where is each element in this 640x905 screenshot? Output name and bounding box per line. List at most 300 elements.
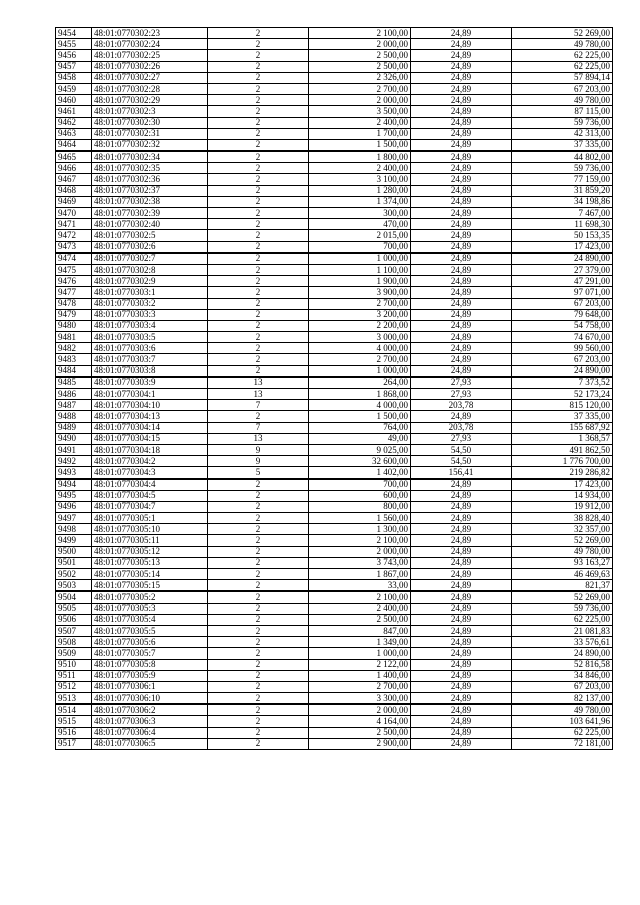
area-cell: 3 200,00 <box>309 309 411 320</box>
area-cell: 1 402,00 <box>309 467 411 479</box>
cadastral-number-cell: 48:01:0770305:7 <box>92 648 208 659</box>
cadastral-number-cell: 48:01:0770302:29 <box>92 95 208 106</box>
unit-value-cell: 27,93 <box>411 433 512 444</box>
category-code-cell: 2 <box>208 230 309 241</box>
table-row <box>56 389 613 400</box>
unit-value-cell: 24,89 <box>411 637 512 648</box>
row-number-cell: 9465 <box>56 151 92 163</box>
area-cell: 2 700,00 <box>309 354 411 365</box>
row-number-cell: 9506 <box>56 614 92 625</box>
category-code-cell: 2 <box>208 106 309 117</box>
unit-value-cell: 24,89 <box>411 61 512 72</box>
table-row <box>56 659 613 670</box>
row-number-cell: 9487 <box>56 400 92 411</box>
cadastral-number-cell: 48:01:0770302:40 <box>92 219 208 230</box>
cadastral-value-cell: 62 225,00 <box>512 61 613 72</box>
cadastral-value-cell: 38 828,40 <box>512 513 613 524</box>
table-row <box>56 241 613 253</box>
table-body <box>56 28 613 750</box>
row-number-cell: 9489 <box>56 422 92 433</box>
cadastral-value-cell: 59 736,00 <box>512 163 613 174</box>
row-number-cell: 9458 <box>56 72 92 83</box>
unit-value-cell: 24,89 <box>411 681 512 692</box>
category-code-cell: 2 <box>208 196 309 207</box>
table-row <box>56 670 613 681</box>
row-number-cell: 9494 <box>56 479 92 491</box>
area-cell: 1 868,00 <box>309 389 411 400</box>
area-cell: 2 700,00 <box>309 298 411 309</box>
category-code-cell: 2 <box>208 557 309 568</box>
cadastral-number-cell: 48:01:0770304:4 <box>92 479 208 491</box>
row-number-cell: 9484 <box>56 365 92 377</box>
table-row <box>56 580 613 592</box>
cadastral-number-cell: 48:01:0770304:18 <box>92 444 208 455</box>
category-code-cell: 2 <box>208 490 309 501</box>
category-code-cell: 2 <box>208 546 309 557</box>
cadastral-number-cell: 48:01:0770304:1 <box>92 389 208 400</box>
cadastral-value-cell: 37 335,00 <box>512 411 613 422</box>
area-cell: 2 500,00 <box>309 614 411 625</box>
table-row <box>56 716 613 727</box>
row-number-cell: 9460 <box>56 95 92 106</box>
row-number-cell: 9491 <box>56 444 92 455</box>
unit-value-cell: 24,89 <box>411 72 512 83</box>
row-number-cell: 9517 <box>56 738 92 749</box>
table-row <box>56 377 613 389</box>
area-cell: 1 000,00 <box>309 365 411 377</box>
category-code-cell: 7 <box>208 422 309 433</box>
cadastral-number-cell: 48:01:0770302:32 <box>92 139 208 151</box>
cadastral-value-cell: 67 203,00 <box>512 681 613 692</box>
cadastral-value-cell: 59 736,00 <box>512 603 613 614</box>
cadastral-number-cell: 48:01:0770302:38 <box>92 196 208 207</box>
area-cell: 1 900,00 <box>309 276 411 287</box>
area-cell: 1 867,00 <box>309 569 411 580</box>
table-row <box>56 738 613 749</box>
unit-value-cell: 24,89 <box>411 343 512 354</box>
table-row <box>56 365 613 377</box>
unit-value-cell: 203,78 <box>411 422 512 433</box>
cadastral-number-cell: 48:01:0770302:8 <box>92 264 208 275</box>
area-cell: 2 400,00 <box>309 163 411 174</box>
area-cell: 2 700,00 <box>309 83 411 94</box>
area-cell: 3 900,00 <box>309 287 411 298</box>
table-row <box>56 196 613 207</box>
category-code-cell: 2 <box>208 128 309 139</box>
cadastral-value-cell: 62 225,00 <box>512 50 613 61</box>
unit-value-cell: 24,89 <box>411 151 512 163</box>
table-row <box>56 106 613 117</box>
cadastral-value-cell: 52 173,24 <box>512 389 613 400</box>
unit-value-cell: 24,89 <box>411 117 512 128</box>
area-cell: 2 400,00 <box>309 603 411 614</box>
cadastral-number-cell: 48:01:0770302:31 <box>92 128 208 139</box>
cadastral-value-cell: 11 698,30 <box>512 219 613 230</box>
cadastral-value-cell: 49 780,00 <box>512 95 613 106</box>
row-number-cell: 9503 <box>56 580 92 592</box>
category-code-cell: 2 <box>208 365 309 377</box>
category-code-cell: 2 <box>208 727 309 738</box>
category-code-cell: 2 <box>208 411 309 422</box>
area-cell: 4 000,00 <box>309 343 411 354</box>
unit-value-cell: 24,89 <box>411 185 512 196</box>
area-cell: 3 100,00 <box>309 174 411 185</box>
category-code-cell: 13 <box>208 389 309 400</box>
area-cell: 1 000,00 <box>309 648 411 659</box>
row-number-cell: 9462 <box>56 117 92 128</box>
row-number-cell: 9468 <box>56 185 92 196</box>
cadastral-number-cell: 48:01:0770302:34 <box>92 151 208 163</box>
area-cell: 2 500,00 <box>309 61 411 72</box>
table-row <box>56 637 613 648</box>
cadastral-value-cell: 815 120,00 <box>512 400 613 411</box>
row-number-cell: 9514 <box>56 704 92 716</box>
table-row <box>56 444 613 455</box>
row-number-cell: 9497 <box>56 513 92 524</box>
category-code-cell: 2 <box>208 287 309 298</box>
row-number-cell: 9504 <box>56 591 92 603</box>
cadastral-number-cell: 48:01:0770302:24 <box>92 39 208 50</box>
row-number-cell: 9480 <box>56 320 92 331</box>
row-number-cell: 9478 <box>56 298 92 309</box>
cadastral-value-cell: 97 071,00 <box>512 287 613 298</box>
unit-value-cell: 24,89 <box>411 614 512 625</box>
row-number-cell: 9481 <box>56 332 92 343</box>
unit-value-cell: 24,89 <box>411 174 512 185</box>
table-row <box>56 185 613 196</box>
table-row <box>56 625 613 636</box>
area-cell: 2 015,00 <box>309 230 411 241</box>
cadastral-value-cell: 52 816,58 <box>512 659 613 670</box>
cadastral-value-cell: 34 846,00 <box>512 670 613 681</box>
unit-value-cell: 156,41 <box>411 467 512 479</box>
area-cell: 33,00 <box>309 580 411 592</box>
table-row <box>56 151 613 163</box>
area-cell: 2 000,00 <box>309 95 411 106</box>
unit-value-cell: 24,89 <box>411 219 512 230</box>
cadastral-value-cell: 1 776 700,00 <box>512 456 613 467</box>
cadastral-value-cell: 33 576,61 <box>512 637 613 648</box>
row-number-cell: 9454 <box>56 28 92 39</box>
category-code-cell: 2 <box>208 298 309 309</box>
cadastral-value-cell: 49 780,00 <box>512 704 613 716</box>
table-row <box>56 603 613 614</box>
unit-value-cell: 24,89 <box>411 208 512 219</box>
unit-value-cell: 24,89 <box>411 625 512 636</box>
unit-value-cell: 24,89 <box>411 196 512 207</box>
cadastral-value-cell: 62 225,00 <box>512 727 613 738</box>
cadastral-value-cell: 24 890,00 <box>512 253 613 265</box>
row-number-cell: 9479 <box>56 309 92 320</box>
area-cell: 2 500,00 <box>309 50 411 61</box>
row-number-cell: 9512 <box>56 681 92 692</box>
cadastral-number-cell: 48:01:0770306:2 <box>92 704 208 716</box>
cadastral-value-cell: 93 163,27 <box>512 557 613 568</box>
category-code-cell: 2 <box>208 659 309 670</box>
table-row <box>56 139 613 151</box>
area-cell: 700,00 <box>309 241 411 253</box>
cadastral-value-cell: 87 115,00 <box>512 106 613 117</box>
row-number-cell: 9470 <box>56 208 92 219</box>
cadastral-number-cell: 48:01:0770302:7 <box>92 253 208 265</box>
cadastral-number-cell: 48:01:0770302:23 <box>92 28 208 39</box>
unit-value-cell: 24,89 <box>411 716 512 727</box>
row-number-cell: 9516 <box>56 727 92 738</box>
cadastral-value-cell: 59 736,00 <box>512 117 613 128</box>
category-code-cell: 2 <box>208 704 309 716</box>
table-row <box>56 320 613 331</box>
cadastral-value-cell: 52 269,00 <box>512 591 613 603</box>
table-row <box>56 456 613 467</box>
unit-value-cell: 203,78 <box>411 400 512 411</box>
area-cell: 2 500,00 <box>309 727 411 738</box>
row-number-cell: 9474 <box>56 253 92 265</box>
cadastral-number-cell: 48:01:0770306:1 <box>92 681 208 692</box>
row-number-cell: 9509 <box>56 648 92 659</box>
cadastral-value-cell: 47 291,00 <box>512 276 613 287</box>
area-cell: 2 000,00 <box>309 546 411 557</box>
table-row <box>56 569 613 580</box>
cadastral-number-cell: 48:01:0770305:9 <box>92 670 208 681</box>
area-cell: 1 560,00 <box>309 513 411 524</box>
table-row <box>56 287 613 298</box>
row-number-cell: 9492 <box>56 456 92 467</box>
cadastral-number-cell: 48:01:0770305:3 <box>92 603 208 614</box>
row-number-cell: 9515 <box>56 716 92 727</box>
unit-value-cell: 24,89 <box>411 513 512 524</box>
cadastral-number-cell: 48:01:0770306:10 <box>92 693 208 705</box>
category-code-cell: 2 <box>208 625 309 636</box>
table-row <box>56 128 613 139</box>
cadastral-number-cell: 48:01:0770305:2 <box>92 591 208 603</box>
table-row <box>56 467 613 479</box>
row-number-cell: 9456 <box>56 50 92 61</box>
cadastral-number-cell: 48:01:0770305:12 <box>92 546 208 557</box>
unit-value-cell: 24,89 <box>411 298 512 309</box>
category-code-cell: 2 <box>208 208 309 219</box>
category-code-cell: 2 <box>208 253 309 265</box>
category-code-cell: 2 <box>208 693 309 705</box>
cadastral-number-cell: 48:01:0770305:1 <box>92 513 208 524</box>
table-row <box>56 693 613 705</box>
table-row <box>56 546 613 557</box>
category-code-cell: 2 <box>208 174 309 185</box>
cadastral-value-cell: 50 153,35 <box>512 230 613 241</box>
row-number-cell: 9502 <box>56 569 92 580</box>
cadastral-value-cell: 82 137,00 <box>512 693 613 705</box>
unit-value-cell: 24,89 <box>411 365 512 377</box>
cadastral-value-cell: 7 373,52 <box>512 377 613 389</box>
cadastral-value-cell: 62 225,00 <box>512 614 613 625</box>
unit-value-cell: 24,89 <box>411 648 512 659</box>
unit-value-cell: 24,89 <box>411 264 512 275</box>
cadastral-value-cell: 32 357,00 <box>512 524 613 535</box>
table-row <box>56 400 613 411</box>
unit-value-cell: 24,89 <box>411 354 512 365</box>
unit-value-cell: 24,89 <box>411 83 512 94</box>
row-number-cell: 9459 <box>56 83 92 94</box>
cadastral-number-cell: 48:01:0770303:6 <box>92 343 208 354</box>
area-cell: 2 400,00 <box>309 117 411 128</box>
category-code-cell: 2 <box>208 513 309 524</box>
row-number-cell: 9457 <box>56 61 92 72</box>
cadastral-number-cell: 48:01:0770305:5 <box>92 625 208 636</box>
area-cell: 2 700,00 <box>309 681 411 692</box>
area-cell: 1 374,00 <box>309 196 411 207</box>
category-code-cell: 2 <box>208 83 309 94</box>
unit-value-cell: 24,89 <box>411 50 512 61</box>
row-number-cell: 9477 <box>56 287 92 298</box>
table-row <box>56 490 613 501</box>
table-row <box>56 253 613 265</box>
cadastral-number-cell: 48:01:0770302:26 <box>92 61 208 72</box>
unit-value-cell: 24,89 <box>411 95 512 106</box>
area-cell: 2 000,00 <box>309 704 411 716</box>
unit-value-cell: 24,89 <box>411 28 512 39</box>
area-cell: 1 400,00 <box>309 670 411 681</box>
unit-value-cell: 24,89 <box>411 332 512 343</box>
category-code-cell: 2 <box>208 648 309 659</box>
table-row <box>56 332 613 343</box>
table-row <box>56 309 613 320</box>
cadastral-number-cell: 48:01:0770303:1 <box>92 287 208 298</box>
cadastral-number-cell: 48:01:0770302:3 <box>92 106 208 117</box>
unit-value-cell: 24,89 <box>411 276 512 287</box>
cadastral-value-cell: 17 423,00 <box>512 479 613 491</box>
cadastral-number-cell: 48:01:0770302:39 <box>92 208 208 219</box>
unit-value-cell: 24,89 <box>411 479 512 491</box>
row-number-cell: 9493 <box>56 467 92 479</box>
cadastral-value-cell: 821,37 <box>512 580 613 592</box>
area-cell: 1 500,00 <box>309 411 411 422</box>
area-cell: 300,00 <box>309 208 411 219</box>
cadastral-number-cell: 48:01:0770305:11 <box>92 535 208 546</box>
row-number-cell: 9463 <box>56 128 92 139</box>
category-code-cell: 2 <box>208 535 309 546</box>
category-code-cell: 2 <box>208 139 309 151</box>
category-code-cell: 2 <box>208 276 309 287</box>
category-code-cell: 2 <box>208 309 309 320</box>
area-cell: 4 000,00 <box>309 400 411 411</box>
category-code-cell: 2 <box>208 95 309 106</box>
unit-value-cell: 24,89 <box>411 659 512 670</box>
cadastral-number-cell: 48:01:0770305:10 <box>92 524 208 535</box>
category-code-cell: 2 <box>208 61 309 72</box>
cadastral-value-cell: 7 467,00 <box>512 208 613 219</box>
category-code-cell: 9 <box>208 444 309 455</box>
category-code-cell: 2 <box>208 681 309 692</box>
area-cell: 49,00 <box>309 433 411 444</box>
cadastral-number-cell: 48:01:0770306:5 <box>92 738 208 749</box>
unit-value-cell: 24,89 <box>411 163 512 174</box>
cadastral-value-cell: 52 269,00 <box>512 28 613 39</box>
unit-value-cell: 24,89 <box>411 39 512 50</box>
unit-value-cell: 24,89 <box>411 546 512 557</box>
category-code-cell: 2 <box>208 637 309 648</box>
cadastral-number-cell: 48:01:0770304:7 <box>92 501 208 512</box>
cadastral-value-cell: 17 423,00 <box>512 241 613 253</box>
unit-value-cell: 27,93 <box>411 389 512 400</box>
table-row <box>56 501 613 512</box>
category-code-cell: 2 <box>208 716 309 727</box>
area-cell: 3 000,00 <box>309 332 411 343</box>
row-number-cell: 9490 <box>56 433 92 444</box>
area-cell: 2 326,00 <box>309 72 411 83</box>
cadastral-number-cell: 48:01:0770302:25 <box>92 50 208 61</box>
category-code-cell: 2 <box>208 320 309 331</box>
table-row <box>56 72 613 83</box>
category-code-cell: 2 <box>208 591 309 603</box>
table-row <box>56 411 613 422</box>
cadastral-value-cell: 79 648,00 <box>512 309 613 320</box>
cadastral-value-cell: 67 203,00 <box>512 298 613 309</box>
row-number-cell: 9513 <box>56 693 92 705</box>
unit-value-cell: 24,89 <box>411 241 512 253</box>
cadastral-value-cell: 14 934,00 <box>512 490 613 501</box>
row-number-cell: 9507 <box>56 625 92 636</box>
unit-value-cell: 24,89 <box>411 287 512 298</box>
category-code-cell: 2 <box>208 524 309 535</box>
category-code-cell: 2 <box>208 241 309 253</box>
area-cell: 32 600,00 <box>309 456 411 467</box>
cadastral-value-cell: 491 862,50 <box>512 444 613 455</box>
table-row <box>56 614 613 625</box>
cadastral-value-cell: 49 780,00 <box>512 546 613 557</box>
area-cell: 700,00 <box>309 479 411 491</box>
unit-value-cell: 24,89 <box>411 309 512 320</box>
cadastral-value-cell: 27 379,00 <box>512 264 613 275</box>
area-cell: 1 280,00 <box>309 185 411 196</box>
table-row <box>56 219 613 230</box>
cadastral-value-cell: 19 912,00 <box>512 501 613 512</box>
table-row <box>56 704 613 716</box>
table-row <box>56 28 613 39</box>
row-number-cell: 9476 <box>56 276 92 287</box>
area-cell: 4 164,00 <box>309 716 411 727</box>
area-cell: 3 300,00 <box>309 693 411 705</box>
category-code-cell: 2 <box>208 354 309 365</box>
area-cell: 1 700,00 <box>309 128 411 139</box>
area-cell: 2 200,00 <box>309 320 411 331</box>
cadastral-value-cell: 77 159,00 <box>512 174 613 185</box>
cadastral-number-cell: 48:01:0770304:14 <box>92 422 208 433</box>
unit-value-cell: 24,89 <box>411 738 512 749</box>
area-cell: 764,00 <box>309 422 411 433</box>
cadastral-value-cell: 49 780,00 <box>512 39 613 50</box>
cadastral-value-cell: 72 181,00 <box>512 738 613 749</box>
table-row <box>56 230 613 241</box>
row-number-cell: 9488 <box>56 411 92 422</box>
row-number-cell: 9455 <box>56 39 92 50</box>
category-code-cell: 2 <box>208 603 309 614</box>
cadastral-value-cell: 1 368,57 <box>512 433 613 444</box>
category-code-cell: 2 <box>208 580 309 592</box>
row-number-cell: 9496 <box>56 501 92 512</box>
area-cell: 847,00 <box>309 625 411 636</box>
area-cell: 2 100,00 <box>309 28 411 39</box>
cadastral-number-cell: 48:01:0770304:13 <box>92 411 208 422</box>
table-row <box>56 681 613 692</box>
table-row <box>56 264 613 275</box>
area-cell: 1 800,00 <box>309 151 411 163</box>
unit-value-cell: 24,89 <box>411 580 512 592</box>
cadastral-number-cell: 48:01:0770302:6 <box>92 241 208 253</box>
row-number-cell: 9495 <box>56 490 92 501</box>
category-code-cell: 2 <box>208 264 309 275</box>
cadastral-value-cell: 31 859,20 <box>512 185 613 196</box>
table-row <box>56 433 613 444</box>
cadastral-number-cell: 48:01:0770303:8 <box>92 365 208 377</box>
